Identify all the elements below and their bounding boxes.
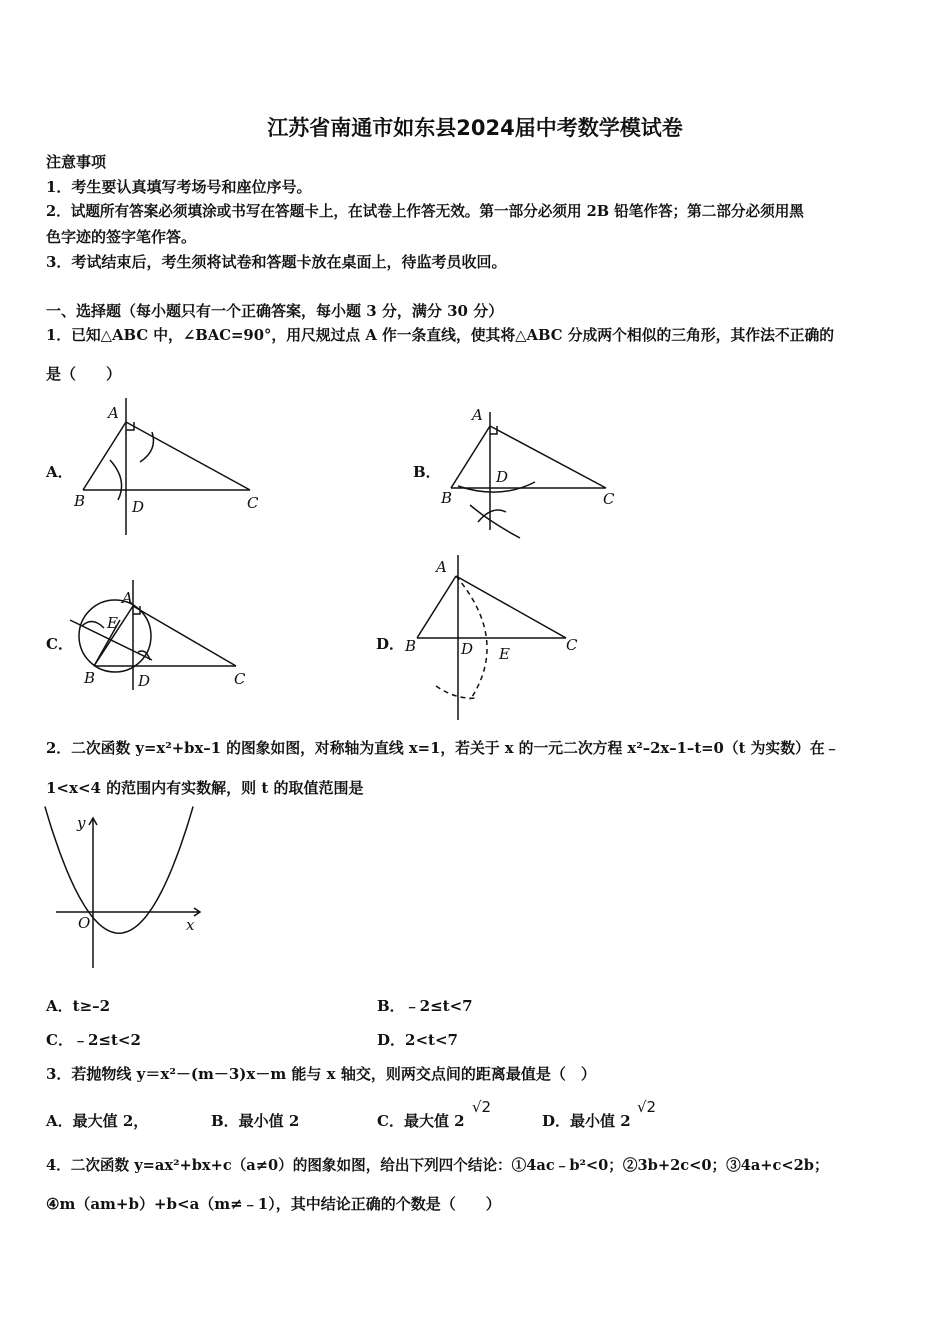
q1-option-b[interactable]: B．: [413, 463, 441, 481]
q1c-label-e: E: [107, 614, 118, 632]
q1c-label-d: D: [138, 672, 151, 690]
q1a-label-d: D: [132, 498, 145, 516]
q1b-label-b: B: [441, 489, 453, 507]
notice-item-1: 1．考生要认真填写考场号和座位序号。: [46, 178, 312, 196]
q2-option-c[interactable]: C．﹣2≤t<2: [46, 1031, 141, 1049]
q3-option-c[interactable]: C．最大值 2: [377, 1112, 465, 1130]
q3-option-d[interactable]: D．最小值 2: [542, 1112, 631, 1130]
notice-item-3: 3．考试结束后，考生须将试卷和答题卡放在桌面上，待监考员收回。: [46, 253, 507, 271]
q1d-label-a: A: [436, 558, 447, 576]
notice-item-2-cont: 色字迹的签字笔作答。: [46, 228, 197, 246]
q1a-label-c: C: [247, 494, 259, 512]
q2-stem: 2．二次函数 y=x²+bx–1 的图象如图，对称轴为直线 x=1，若关于 x 的一元二次方程 x²–2x–1–t=0（t 为实数）在﹣: [46, 740, 840, 757]
q2-axis-y-label: y: [77, 814, 86, 832]
section-heading: 一、选择题（每小题只有一个正确答案，每小题 3 分，满分 30 分）: [46, 302, 504, 320]
q1c-label-c: C: [234, 670, 246, 688]
q3-option-a[interactable]: A．最大值 2，: [46, 1112, 149, 1130]
q1a-label-b: B: [74, 492, 86, 510]
q2-parabola-curve: [45, 807, 193, 934]
q2-axis-x-label: x: [186, 916, 195, 934]
q1-stem: 1．已知△ABC 中，∠BAC=90°，用尺规过点 A 作一条直线，使其将△ABC 分成两个相似的三角形，其作法不正确的: [46, 327, 835, 344]
q3-option-b[interactable]: B．最小值 2: [211, 1112, 300, 1130]
q1d-label-e: E: [499, 645, 510, 663]
q1b-label-a: A: [472, 406, 483, 424]
notice-heading: 注意事项: [46, 153, 107, 171]
q1d-label-b: B: [405, 637, 417, 655]
q3-option-d-sqrt: √2: [637, 1098, 657, 1116]
q1-option-c[interactable]: C．: [46, 635, 73, 653]
notice-item-2: 2．试题所有答案必须填涂或书写在答题卡上，在试卷上作答无效。第一部分必须用 2B 铅笔作答；第二部分必须用黑: [46, 203, 804, 220]
q4-stem: 4．二次函数 y=ax²+bx+c（a≠0）的图象如图，给出下列四个结论：①4ac﹣b²<0；②3b+2c<0；③4a+c<2b；: [46, 1157, 829, 1174]
page-title: 江苏省南通市如东县2024届中考数学模试卷: [267, 116, 683, 140]
q1d-label-c: C: [566, 636, 578, 654]
q2-origin-label: O: [78, 914, 91, 932]
q1-stem-cont: 是（ ）: [46, 365, 122, 383]
q1d-label-d: D: [461, 640, 474, 658]
q1-option-a[interactable]: A．: [46, 463, 73, 481]
q3-option-c-sqrt: √2: [472, 1098, 492, 1116]
q1-option-d[interactable]: D．: [376, 635, 405, 653]
q3-stem: 3．若抛物线 y＝x²－(m－3)x－m 能与 x 轴交，则两交点间的距离最值是（ ）: [46, 1065, 596, 1083]
q1c-label-a: A: [122, 589, 133, 607]
q1a-label-a: A: [108, 404, 119, 422]
q2-option-a[interactable]: A．t≥–2: [46, 997, 111, 1015]
q1b-label-d: D: [496, 468, 509, 486]
q2-option-d[interactable]: D．2<t<7: [377, 1031, 458, 1049]
q4-stem-cont: ④m（am+b）+b<a（m≠﹣1），其中结论正确的个数是（ ）: [46, 1195, 501, 1213]
q1c-label-b: B: [84, 669, 96, 687]
q2-stem-cont: 1<x<4 的范围内有实数解，则 t 的取值范围是: [46, 779, 364, 797]
q1b-label-c: C: [603, 490, 615, 508]
q2-option-b[interactable]: B．﹣2≤t<7: [377, 997, 473, 1015]
